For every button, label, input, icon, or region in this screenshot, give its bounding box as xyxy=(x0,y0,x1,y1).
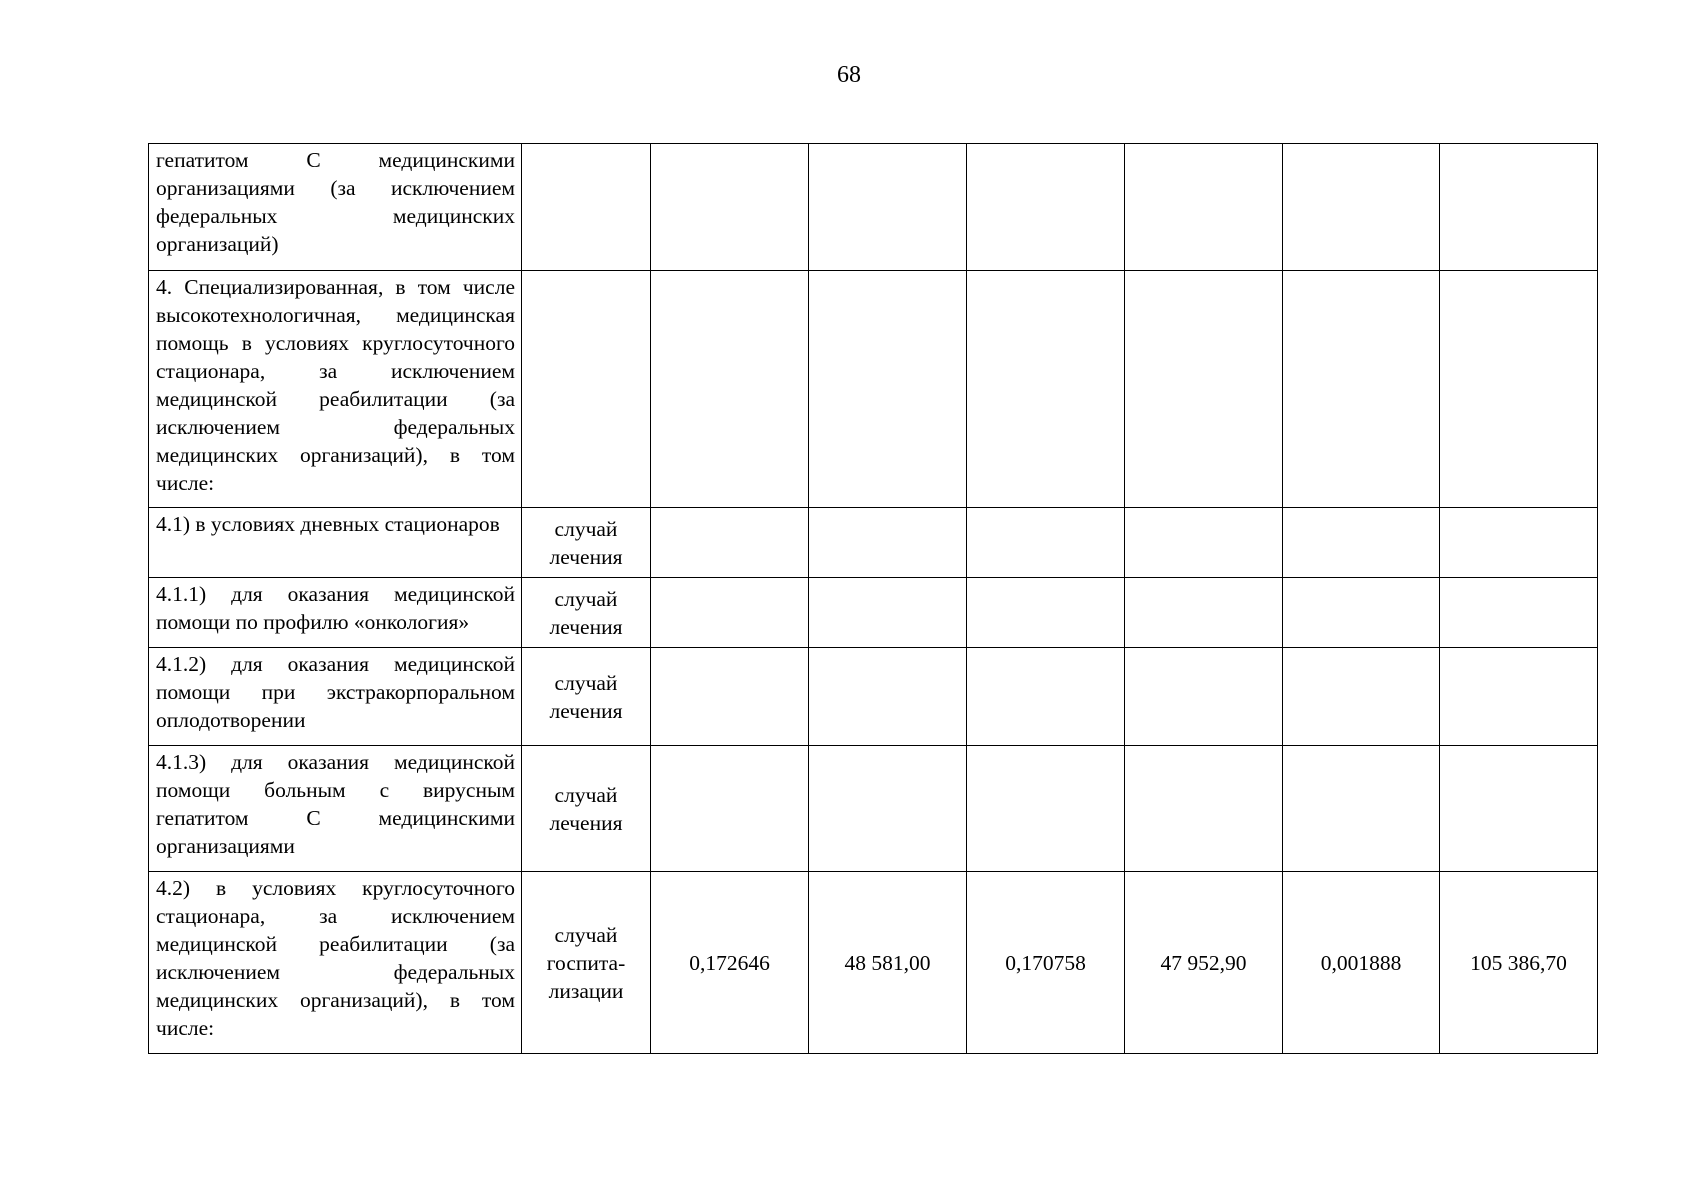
row-value-3 xyxy=(967,508,1125,578)
row-value-4 xyxy=(1125,508,1283,578)
row-value-2 xyxy=(809,508,967,578)
row-unit xyxy=(522,144,651,271)
row-value-2 xyxy=(809,648,967,746)
row-description: 4.1.3) для оказания медицинской помощи больным с вирусным гепатитом С медицинскими организациями xyxy=(149,746,522,872)
row-value-6 xyxy=(1440,578,1598,648)
row-description: 4.2) в условиях круглосуточного стационара, за исключением медицинской реабилитации (за исключением федеральных медицинских организаций), в том числе: xyxy=(149,872,522,1054)
row-value-4 xyxy=(1125,746,1283,872)
row-value-5 xyxy=(1283,578,1440,648)
row-value-4 xyxy=(1125,271,1283,508)
row-value-1 xyxy=(651,578,809,648)
row-unit: случай госпита-лизации xyxy=(522,872,651,1054)
page-number: 68 xyxy=(837,62,861,88)
row-value-3 xyxy=(967,578,1125,648)
row-value-5 xyxy=(1283,648,1440,746)
row-value-4 xyxy=(1125,648,1283,746)
row-description: 4.1.2) для оказания медицинской помощи при экстракорпоральном оплодотворении xyxy=(149,648,522,746)
row-value-6: 105 386,70 xyxy=(1440,872,1598,1054)
row-value-5 xyxy=(1283,746,1440,872)
row-value-4 xyxy=(1125,144,1283,271)
row-unit: случай лечения xyxy=(522,508,651,578)
row-value-1 xyxy=(651,144,809,271)
row-value-2 xyxy=(809,144,967,271)
row-value-4: 47 952,90 xyxy=(1125,872,1283,1054)
row-unit: случай лечения xyxy=(522,578,651,648)
table-row xyxy=(149,144,1598,271)
row-value-1 xyxy=(651,746,809,872)
row-description: 4.1.1) для оказания медицинской помощи по профилю «онкология» xyxy=(149,578,522,648)
row-value-1 xyxy=(651,508,809,578)
row-value-3 xyxy=(967,271,1125,508)
table-row xyxy=(149,872,1598,1054)
row-unit: случай лечения xyxy=(522,746,651,872)
row-value-6 xyxy=(1440,648,1598,746)
table-row xyxy=(149,746,1598,872)
table-row xyxy=(149,271,1598,508)
row-value-5: 0,001888 xyxy=(1283,872,1440,1054)
row-value-2 xyxy=(809,578,967,648)
row-value-5 xyxy=(1283,508,1440,578)
row-unit xyxy=(522,271,651,508)
data-table xyxy=(148,143,1598,1054)
table-row xyxy=(149,648,1598,746)
row-value-6 xyxy=(1440,144,1598,271)
row-value-1 xyxy=(651,648,809,746)
row-value-5 xyxy=(1283,144,1440,271)
row-value-5 xyxy=(1283,271,1440,508)
row-value-3 xyxy=(967,746,1125,872)
row-value-1 xyxy=(651,271,809,508)
row-value-6 xyxy=(1440,271,1598,508)
row-value-6 xyxy=(1440,746,1598,872)
table-row xyxy=(149,578,1598,648)
table-row xyxy=(149,508,1598,578)
row-value-1: 0,172646 xyxy=(651,872,809,1054)
row-unit: случай лечения xyxy=(522,648,651,746)
row-value-2 xyxy=(809,271,967,508)
row-value-2 xyxy=(809,746,967,872)
row-value-6 xyxy=(1440,508,1598,578)
row-value-3 xyxy=(967,144,1125,271)
row-value-3 xyxy=(967,648,1125,746)
row-description: гепатитом С медицинскими организациями (за исключением федеральных медицинских организаций) xyxy=(149,144,522,271)
row-description: 4. Специализированная, в том числе высокотехнологичная, медицинская помощь в условиях круглосуточного стационара, за исключением медицинской реабилитации (за исключением федеральных медицинских организаций), в том числе: xyxy=(149,271,522,508)
row-description: 4.1) в условиях дневных стационаров xyxy=(149,508,522,578)
row-value-3: 0,170758 xyxy=(967,872,1125,1054)
row-value-4 xyxy=(1125,578,1283,648)
row-value-2: 48 581,00 xyxy=(809,872,967,1054)
